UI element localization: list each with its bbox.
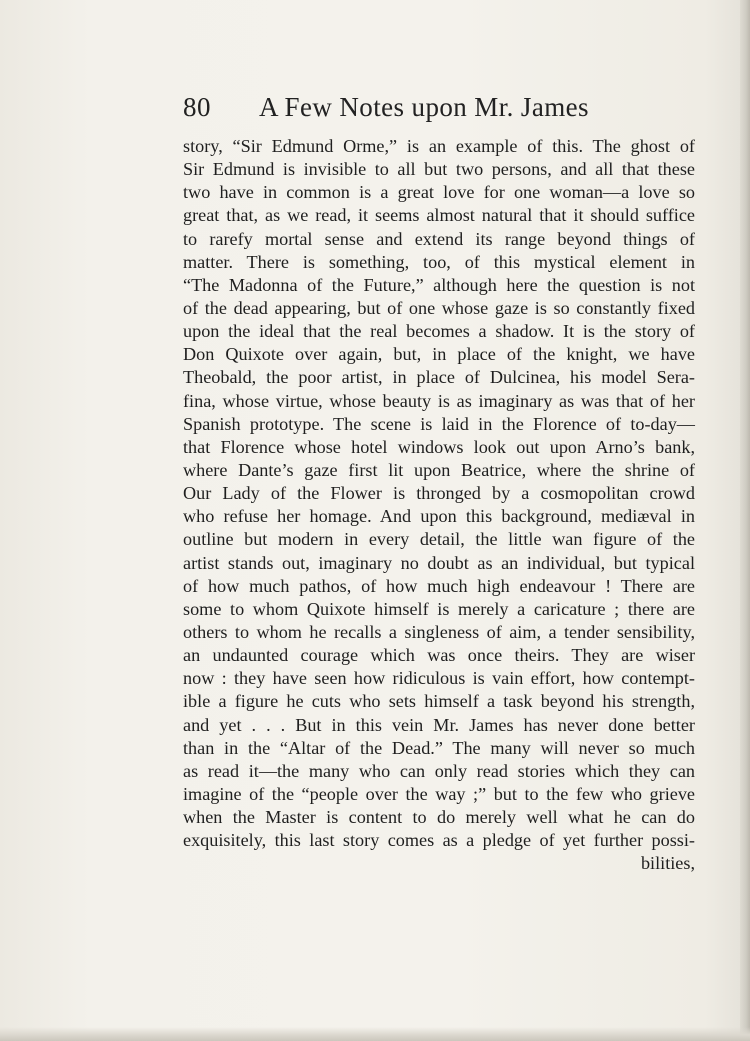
text-line: Theobald, the poor artist, in place of Dulcinea, his model Sera-	[183, 367, 695, 388]
text-line: and yet . . . But in this vein Mr. James has never done better	[183, 714, 695, 735]
text-line: an undaunted courage which was once theirs. They are wiser	[183, 645, 695, 666]
text-line: others to whom he recalls a singleness of aim, a tender sensibility,	[183, 621, 695, 642]
text-line: of the dead appearing, but of one whose gaze is so constantly fixed	[183, 297, 695, 318]
text-line: as read it—the many who can only read stories which they can	[183, 760, 695, 781]
running-title: A Few Notes upon Mr. James	[259, 92, 589, 122]
catchword: bilities,	[640, 853, 695, 874]
text-line: story, “Sir Edmund Orme,” is an example of this. The ghost of	[183, 136, 695, 156]
text-line: when the Master is content to do merely well what he can do	[183, 807, 695, 828]
text-line: exquisitely, this last story comes as a pledge of yet further possi-	[183, 830, 695, 851]
text-line: Spanish prototype. The scene is laid in the Florence of to-day—	[183, 413, 695, 434]
text-line: matter. There is something, too, of this mystical element in	[183, 251, 695, 272]
text-line: outline but modern in every detail, the little wan figure of the	[183, 529, 695, 550]
body-text	[183, 135, 695, 876]
text-line: “The Madonna of the Future,” although here the question is not	[183, 274, 695, 295]
running-head	[183, 92, 703, 132]
text-line: where Dante’s gaze first lit upon Beatrice, where the shrine of	[183, 459, 695, 480]
text-line: imagine of the “people over the way ;” but to the few who grieve	[183, 783, 695, 804]
text-line: Our Lady of the Flower is thronged by a cosmopolitan crowd	[183, 483, 695, 504]
page-bottom-shadow	[0, 1027, 750, 1041]
text-line: great that, as we read, it seems almost natural that it should suffice	[183, 205, 695, 226]
text-line: ible a figure he cuts who sets himself a task beyond his strength,	[183, 691, 695, 712]
text-line: of how much pathos, of how much high endeavour ! There are	[183, 575, 695, 596]
page-number: 80	[183, 92, 211, 122]
text-line: than in the “Altar of the Dead.” The many will never so much	[183, 737, 695, 758]
text-line: to rarefy mortal sense and extend its range beyond things of	[183, 228, 695, 249]
text-line: who refuse her homage. And upon this background, mediæval in	[183, 506, 695, 527]
text-line: fina, whose virtue, whose beauty is as imaginary as was that of her	[183, 390, 695, 411]
text-line: now : they have seen how ridiculous is vain effort, how contempt-	[183, 668, 695, 689]
text-line: two have in common is a great love for one woman—a love so	[183, 182, 695, 203]
text-line: artist stands out, imaginary no doubt as an individual, but typical	[183, 552, 695, 573]
text-line: some to whom Quixote himself is merely a caricature ; there are	[183, 598, 695, 619]
text-line: Don Quixote over again, but, in place of the knight, we have	[183, 344, 695, 365]
page-edge-shadow	[740, 0, 750, 1041]
text-line: Sir Edmund is invisible to all but two persons, and all that these	[183, 159, 695, 180]
text-line: that Florence whose hotel windows look out upon Arno’s bank,	[183, 436, 695, 457]
text-line: upon the ideal that the real becomes a shadow. It is the story of	[183, 321, 695, 342]
